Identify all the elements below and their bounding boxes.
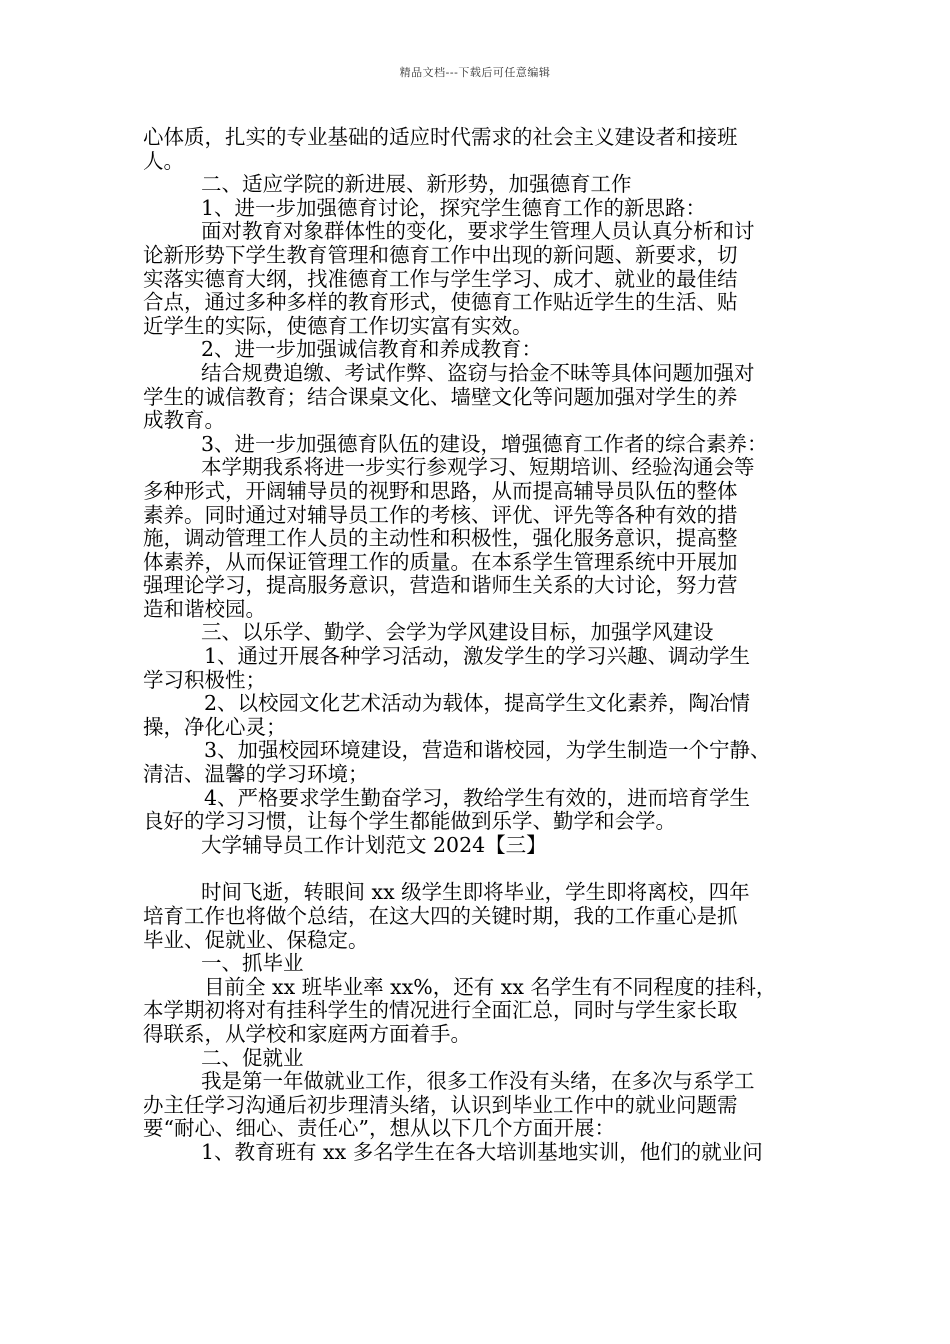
text-line: 要“耐心、细心、责任心”，想从以下几个方面开展： xyxy=(143,1116,615,1141)
subsection-heading: 1、进一步加强德育讨论，探究学生德育工作的新思路： xyxy=(201,195,707,220)
text-line: 合点，通过多种多样的教育形式，使德育工作贴近学生的生活、贴 xyxy=(143,290,738,315)
text-line: 造和谐校园。 xyxy=(143,596,266,621)
page-header: 精品文档---下载后可任意编辑 xyxy=(399,66,551,79)
text-line: 良好的学习习惯，让每个学生都能做到乐学、勤学和会学。 xyxy=(143,809,676,834)
text-line: 体素养，从而保证管理工作的质量。在本系学生管理系统中开展加 xyxy=(143,549,738,574)
text-line: 3、加强校园环境建设，营造和谐校园，为学生制造一个宁静、 xyxy=(204,738,771,763)
section-heading: 二、适应学院的新进展、新形势，加强德育工作 xyxy=(201,172,632,197)
text-line: 结合规费追缴、考试作弊、盗窃与拾金不昧等具体问题加强对 xyxy=(201,360,755,385)
text-line: 得联系，从学校和家庭两方面着手。 xyxy=(143,1021,471,1046)
text-line: 近学生的实际，使德育工作切实富有实效。 xyxy=(143,313,533,338)
text-line: 我是第一年做就业工作，很多工作没有头绪，在多次与系学工 xyxy=(201,1069,755,1094)
text-line: 目前全 xx 班毕业率 xx%，还有 xx 名学生有不同程度的挂科， xyxy=(204,974,777,999)
subsection-heading: 2、进一步加强诚信教育和养成教育： xyxy=(201,337,543,362)
text-line: 培育工作也将做个总结，在这大四的关键时期，我的工作重心是抓 xyxy=(143,904,738,928)
text-line: 心体质，扎实的专业基础的适应时代需求的社会主义建设者和接班 xyxy=(143,125,738,149)
text-line: 本学期初将对有挂科学生的情况进行全面汇总，同时与学生家长取 xyxy=(143,998,738,1023)
text-line: 学习积极性； xyxy=(143,667,266,692)
text-line: 本学期我系将进一步实行参观学习、短期培训、经验沟通会等 xyxy=(201,455,755,480)
text-line: 成教育。 xyxy=(143,408,225,433)
text-line: 强理论学习，提高服务意识，营造和谐师生关系的大讨论，努力营 xyxy=(143,573,738,598)
section-heading: 二、促就业 xyxy=(201,1045,304,1070)
section-heading: 一、抓毕业 xyxy=(201,951,304,976)
document-title: 大学辅导员工作计划范文 2024【三】 xyxy=(201,832,547,857)
text-line: 面对教育对象群体性的变化，要求学生管理人员认真分析和讨 xyxy=(201,219,755,244)
text-line: 清洁、温馨的学习环境； xyxy=(143,762,369,787)
subsection-heading: 3、进一步加强德育队伍的建设，增强德育工作者的综合素养： xyxy=(201,431,768,456)
text-line: 操，净化心灵； xyxy=(143,714,287,739)
text-line: 多种形式，开阔辅导员的视野和思路，从而提高辅导员队伍的整体 xyxy=(143,478,738,503)
text-line: 2、以校园文化艺术活动为载体，提高学生文化素养，陶冶情 xyxy=(204,691,751,716)
text-line: 素养。同时通过对辅导员工作的考核、评优、评先等各种有效的措 xyxy=(143,502,738,527)
blank-line xyxy=(143,857,808,881)
text-line: 1、通过开展各种学习活动，激发学生的学习兴趣、调动学生 xyxy=(204,644,751,669)
text-line: 学生的诚信教育；结合课桌文化、墙壁文化等问题加强对学生的养 xyxy=(143,384,738,409)
text-line: 1、教育班有 xx 多名学生在各大培训基地实训，他们的就业问 xyxy=(201,1139,763,1164)
text-line: 办主任学习沟通后初步理清头绪，认识到毕业工作中的就业问题需 xyxy=(143,1092,738,1117)
document-body xyxy=(143,126,808,1165)
text-line: 时间飞逝，转眼间 xx 级学生即将毕业，学生即将离校，四年 xyxy=(201,880,750,905)
text-line: 4、严格要求学生勤奋学习，教给学生有效的，进而培育学生 xyxy=(204,785,751,810)
text-line: 论新形势下学生教育管理和德育工作中出现的新问题、新要求，切 xyxy=(143,242,738,267)
section-heading: 三、以乐学、勤学、会学为学风建设目标，加强学风建设 xyxy=(201,620,714,645)
text-line: 实落实德育大纲，找准德育工作与学生学习、成才、就业的最佳结 xyxy=(143,266,738,291)
text-line: 施，调动管理工作人员的主动性和积极性，强化服务意识，提高整 xyxy=(143,526,738,551)
text-line: 毕业、促就业、保稳定。 xyxy=(143,927,369,952)
text-line: 人。 xyxy=(143,148,184,173)
